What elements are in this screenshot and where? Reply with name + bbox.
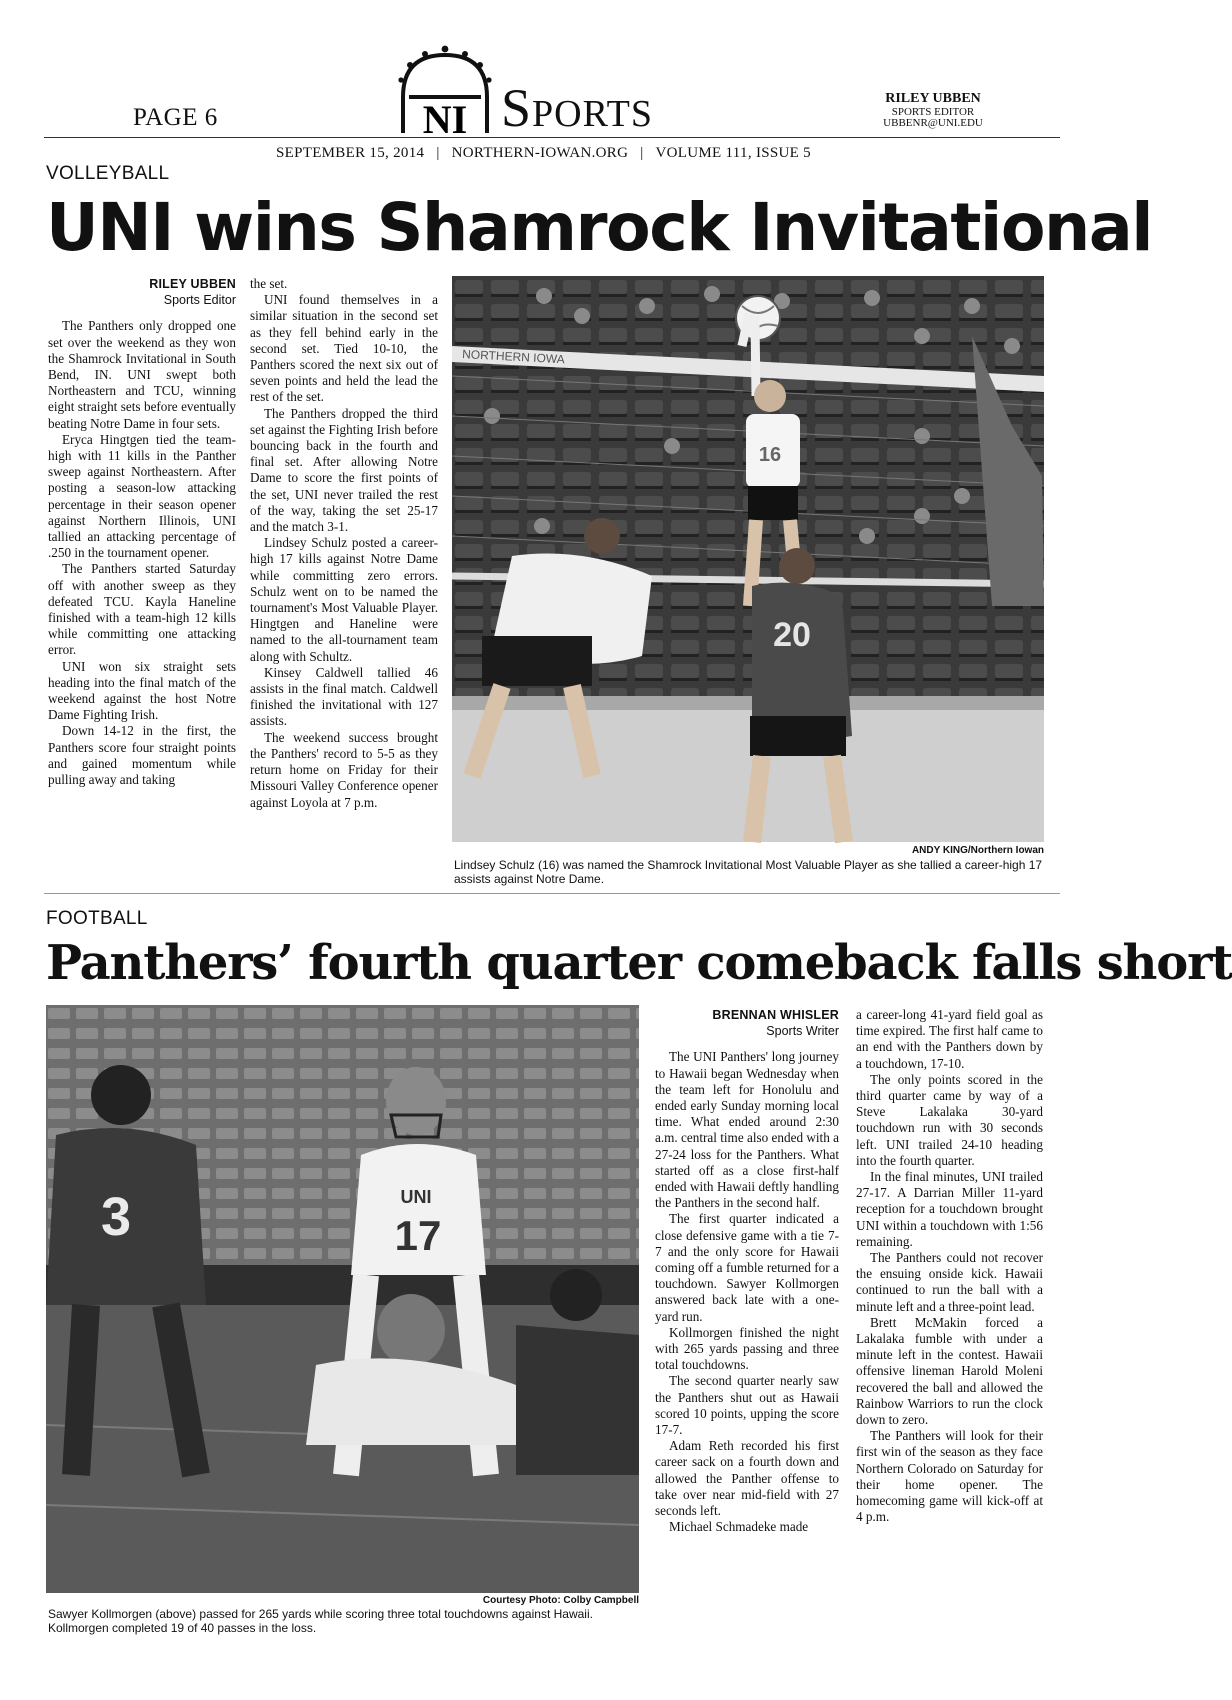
byline-role: Sports Editor xyxy=(163,293,236,308)
volleyball-photo xyxy=(452,276,1044,842)
football-photo-credit: Courtesy Photo: Colby Campbell xyxy=(482,1595,639,1606)
article-paragraph: The second quarter nearly saw the Panthers shut out as Hawaii scored 10 points, upping the score 17-7. xyxy=(655,1373,839,1438)
article-paragraph: Eryca Hingtgen tied the team-high with 11 kills in the Panther sweep against Northeastern. After posting a season-low attacking percentage in their season opener against Northern Illinois, UNI tallied an attacking percentage of .250 in the tournament opener. xyxy=(48,431,236,561)
article-paragraph: The Panthers could not recover the ensuing onside kick. Hawaii continued to run the ball with a minute left and a three-point lead. xyxy=(856,1250,1043,1314)
football-byline xyxy=(655,1007,839,1039)
article-paragraph: The Panthers started Saturday off with another sweep as they defeated TCU. Kayla Haneline finished with a team-high 12 kills while committing one attacking error. xyxy=(48,561,236,658)
editor-email[interactable]: UBBENR@UNI.EDU xyxy=(883,117,983,130)
article-paragraph: The weekend success brought the Panthers' record to 5-5 as they return home on Friday for their Missouri Valley Conference opener against Loyola at 7 p.m. xyxy=(250,729,438,810)
article-paragraph: The only points scored in the third quarter came by way of a Steve Lakalaka 30-yard touchdown run with 30 seconds left. UNI trailed 24-10 heading into the fourth quarter. xyxy=(856,1071,1043,1168)
editor-contact xyxy=(858,92,1008,130)
volleyball-action-image xyxy=(452,276,1044,842)
section-divider xyxy=(44,893,1060,894)
continued-text: the set. xyxy=(250,276,288,291)
byline-role: Sports Writer xyxy=(766,1024,839,1039)
uni-dome-logo-icon xyxy=(395,45,495,142)
article-paragraph: The Panthers dropped the third set against the Fighting Irish before bouncing back in the fourth and final set. After allowing Notre Dame to score the first points of the set, UNI never trailed the rest of the way, taking the set 25-17 and the match 3-1. xyxy=(250,405,438,535)
football-column-2 xyxy=(856,1007,1043,1526)
article-paragraph: Brett McMakin forced a Lakalaka fumble with under a minute left in the contest. Hawaii offensive lineman Harold Moleni recovered the ball and allowed the Rainbow Warriors to run the clock down to zero. xyxy=(856,1314,1043,1428)
page-number: PAGE 6 xyxy=(133,104,218,131)
volleyball-kicker: VOLLEYBALL xyxy=(46,163,170,184)
football-photo-caption: Sawyer Kollmorgen (above) passed for 265 yards while scoring three total touchdowns against Hawaii. Kollmorgen completed 19 of 40 passes in the loss. xyxy=(48,1607,593,1635)
volleyball-byline xyxy=(48,276,236,308)
article-paragraph: Kinsey Caldwell tallied 46 assists in the final match. Caldwell finished the invitational with 127 assists. xyxy=(250,664,438,729)
issue-date: SEPTEMBER 15, 2014 xyxy=(276,145,425,161)
dateline-separator: | xyxy=(436,145,440,161)
jersey-number-a: 16 xyxy=(758,444,782,466)
football-kicker: FOOTBALL xyxy=(46,908,148,929)
logo-letters: NI xyxy=(422,97,468,142)
football-photo xyxy=(46,1005,639,1593)
jersey-number-qb: 17 xyxy=(394,1212,442,1259)
volleyball-photo-credit: ANDY KING/Northern Iowan xyxy=(911,845,1044,856)
dateline-separator: | xyxy=(640,145,644,161)
article-paragraph: The UNI Panthers' long journey to Hawaii began Wednesday when the team left for Honolulu and ended early Sunday morning local time. What ended around 2:30 a.m. central time also ended with a 27-24 loss for the Panthers. What started off as a close first-half ended with Hawaii deftly handling the Panthers in the second half. xyxy=(655,1049,839,1211)
article-paragraph: Down 14-12 in the first, the Panthers score four straight points and gained momentum while pulling away and taking xyxy=(48,723,236,788)
football-action-image xyxy=(46,1005,639,1593)
jersey-number-b: 20 xyxy=(773,616,811,654)
article-paragraph: Adam Reth recorded his first career sack on a fourth down and allowed the Panther offense to take over near mid-field with 27 seconds left. xyxy=(655,1438,839,1519)
continued-text: a career-long 41-yard field goal as time expired. The first half came to an end with the Panthers down by a touchdown, 17-10. xyxy=(856,1007,1043,1071)
article-paragraph: The Panthers will look for their first win of the season as they face Northern Colorado on Saturday for their home opener. The homecoming game will kick-off at 4 p.m. xyxy=(856,1428,1043,1525)
article-paragraph: The Panthers only dropped one set over the weekend as they won the Shamrock Invitational in South Bend, IN. UNI swept both Northeastern and TCU, winning eight straight sets before eventually beating Notre Dame in four sets. xyxy=(48,318,236,431)
football-headline: Panthers’ fourth quarter comeback falls short xyxy=(46,935,1232,991)
dateline xyxy=(276,145,811,162)
website-link[interactable]: NORTHERN-IOWAN.ORG xyxy=(451,145,629,161)
football-column-1 xyxy=(655,1007,839,1536)
article-paragraph: Michael Schmadeke made xyxy=(669,1519,809,1535)
article-paragraph: In the final minutes, UNI trailed 27-17. A Darrian Miller 11-yard reception for a touchdown brought UNI within a touchdown with 1:56 remaining. xyxy=(856,1169,1043,1249)
volleyball-column-2 xyxy=(250,276,438,811)
editor-title: SPORTS EDITOR xyxy=(891,105,975,118)
jersey-text: UNI xyxy=(400,1187,432,1207)
masthead xyxy=(395,42,654,142)
byline-name: BRENNAN WHISLER xyxy=(712,1008,839,1022)
article-paragraph: Lindsey Schulz posted a career-high 17 kills against Notre Dame while committing zero errors. Schulz went on to be named the tournament's Most Valuable Player. Hingtgen and Haneline were named to the all-tournament team along with Schultz. xyxy=(250,535,438,664)
net-banner-text: NORTHERN IOWA xyxy=(461,347,566,367)
editor-name: RILEY UBBEN xyxy=(885,91,981,106)
article-paragraph: UNI won six straight sets heading into the final match of the weekend against the host Notre Dame Fighting Irish. xyxy=(48,658,236,723)
volleyball-headline: UNI wins Shamrock Invitational xyxy=(46,189,1153,266)
byline-name: RILEY UBBEN xyxy=(149,277,236,291)
article-paragraph: The first quarter indicated a close defensive game with a tie 7-7 and the only score for Hawaii coming off a fumble returned for a touchdown. Sawyer Kollmorgen answered back late with a one-yard run. xyxy=(655,1211,839,1324)
volleyball-photo-caption: Lindsey Schulz (16) was named the Shamrock Invitational Most Valuable Player as she tallied a career-high 17 assists against Notre Dame. xyxy=(454,858,1043,886)
jersey-number-opponent: 3 xyxy=(100,1187,132,1247)
article-paragraph: Kollmorgen finished the night with 265 yards passing and three total touchdowns. xyxy=(655,1324,839,1373)
section-title: Sports xyxy=(501,78,654,138)
header-divider xyxy=(44,137,1060,138)
article-paragraph: UNI found themselves in a similar situation in the second set as they fell behind early in the second set. Tied 10-10, the Panthers scored the next six out of seven points and held the lead the rest of the set. xyxy=(250,292,438,405)
volleyball-column-1 xyxy=(48,276,236,788)
volume-issue: VOLUME 111, ISSUE 5 xyxy=(655,145,811,161)
